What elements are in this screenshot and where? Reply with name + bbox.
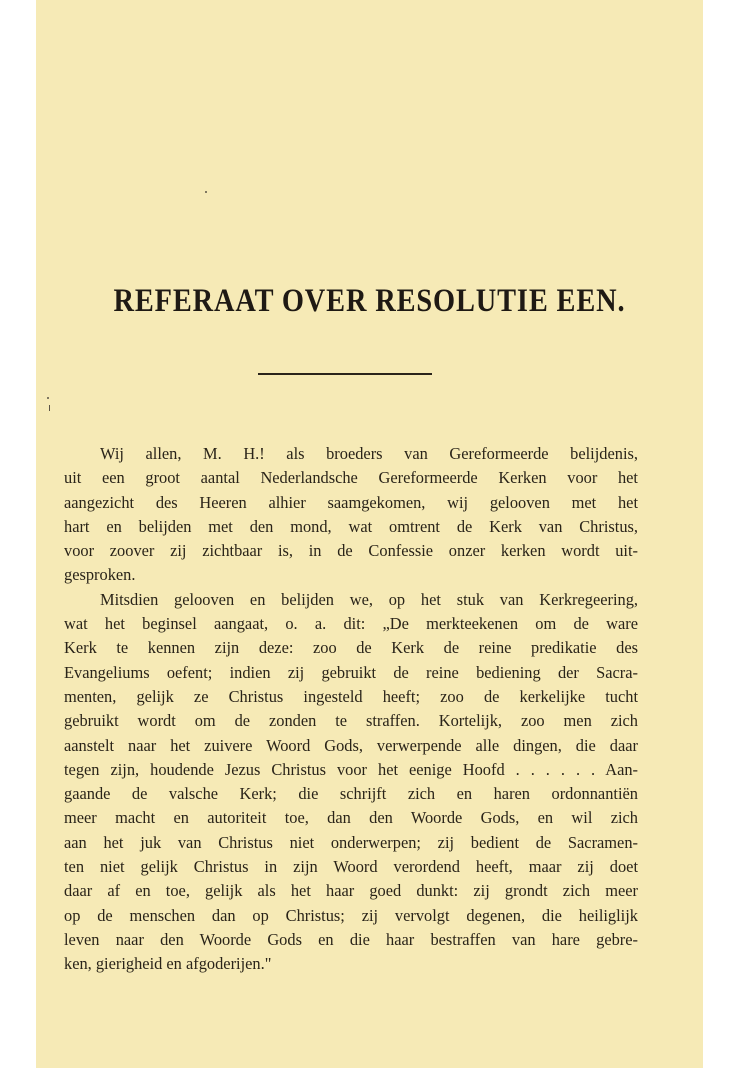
text-line: gaande de valsche Kerk; die schrijft zich en haren ordonnantiën — [64, 784, 638, 804]
ink-speck — [205, 191, 207, 193]
text-line: leven naar den Woorde Gods en die haar bestraffen van hare gebre- — [64, 929, 638, 949]
title-divider — [258, 373, 432, 375]
text-line: wat het beginsel aangaat, o. a. dit: „De merkteekenen om de ware — [64, 614, 638, 634]
text-line: op de menschen dan op Christus; zij vervolgt degenen, die heiliglijk — [64, 905, 638, 925]
text-line: menten, gelijk ze Christus ingesteld heeft; zoo de kerkelijke tucht — [64, 686, 638, 706]
text-line: aangezicht des Heeren alhier saamgekomen, wij gelooven met het — [64, 492, 638, 512]
ink-speck — [47, 397, 49, 399]
text-line: aanstelt naar het zuivere Woord Gods, verwerpende alle dingen, die daar — [64, 735, 638, 755]
text-line: gesproken. — [64, 565, 136, 585]
text-line: voor zoover zij zichtbaar is, in de Confessie onzer kerken wordt uit- — [64, 541, 638, 561]
text-line: gebruikt wordt om de zonden te straffen. Kortelijk, zoo men zich — [64, 711, 638, 731]
document-page — [36, 0, 703, 1068]
page-title: REFERAAT OVER RESOLUTIE EEN. — [113, 283, 626, 319]
text-line: aan het juk van Christus niet onderwerpen; zij bedient de Sacramen- — [64, 832, 638, 852]
ink-speck — [49, 405, 50, 411]
text-line: uit een groot aantal Nederlandsche Gereformeerde Kerken voor het — [64, 468, 638, 488]
text-line: Mitsdien gelooven en belijden we, op het stuk van Kerkregeering, — [100, 589, 638, 609]
body-text — [64, 442, 638, 977]
text-line: Evangeliums oefent; indien zij gebruikt de reine bediening der Sacra- — [64, 662, 638, 682]
text-line: Kerk te kennen zijn deze: zoo de Kerk de reine predikatie des — [64, 638, 638, 658]
text-line: ken, gierigheid en afgoderijen." — [64, 954, 272, 974]
paragraph-1 — [64, 442, 638, 588]
text-line: tegen zijn, houdende Jezus Christus voor het eenige Hoofd . . . . . . Aan- — [64, 759, 638, 779]
paragraph-2 — [64, 588, 638, 977]
text-line: Wij allen, M. H.! als broeders van Gereformeerde belijdenis, — [100, 444, 638, 463]
text-line: ten niet gelijk Christus in zijn Woord verordend heeft, maar zij doet — [64, 857, 638, 877]
text-line: daar af en toe, gelijk als het haar goed dunkt: zij grondt zich meer — [64, 881, 638, 901]
text-line: meer macht en autoriteit toe, dan den Woorde Gods, en wil zich — [64, 808, 638, 828]
text-line: hart en belijden met den mond, wat omtrent de Kerk van Christus, — [64, 516, 638, 536]
